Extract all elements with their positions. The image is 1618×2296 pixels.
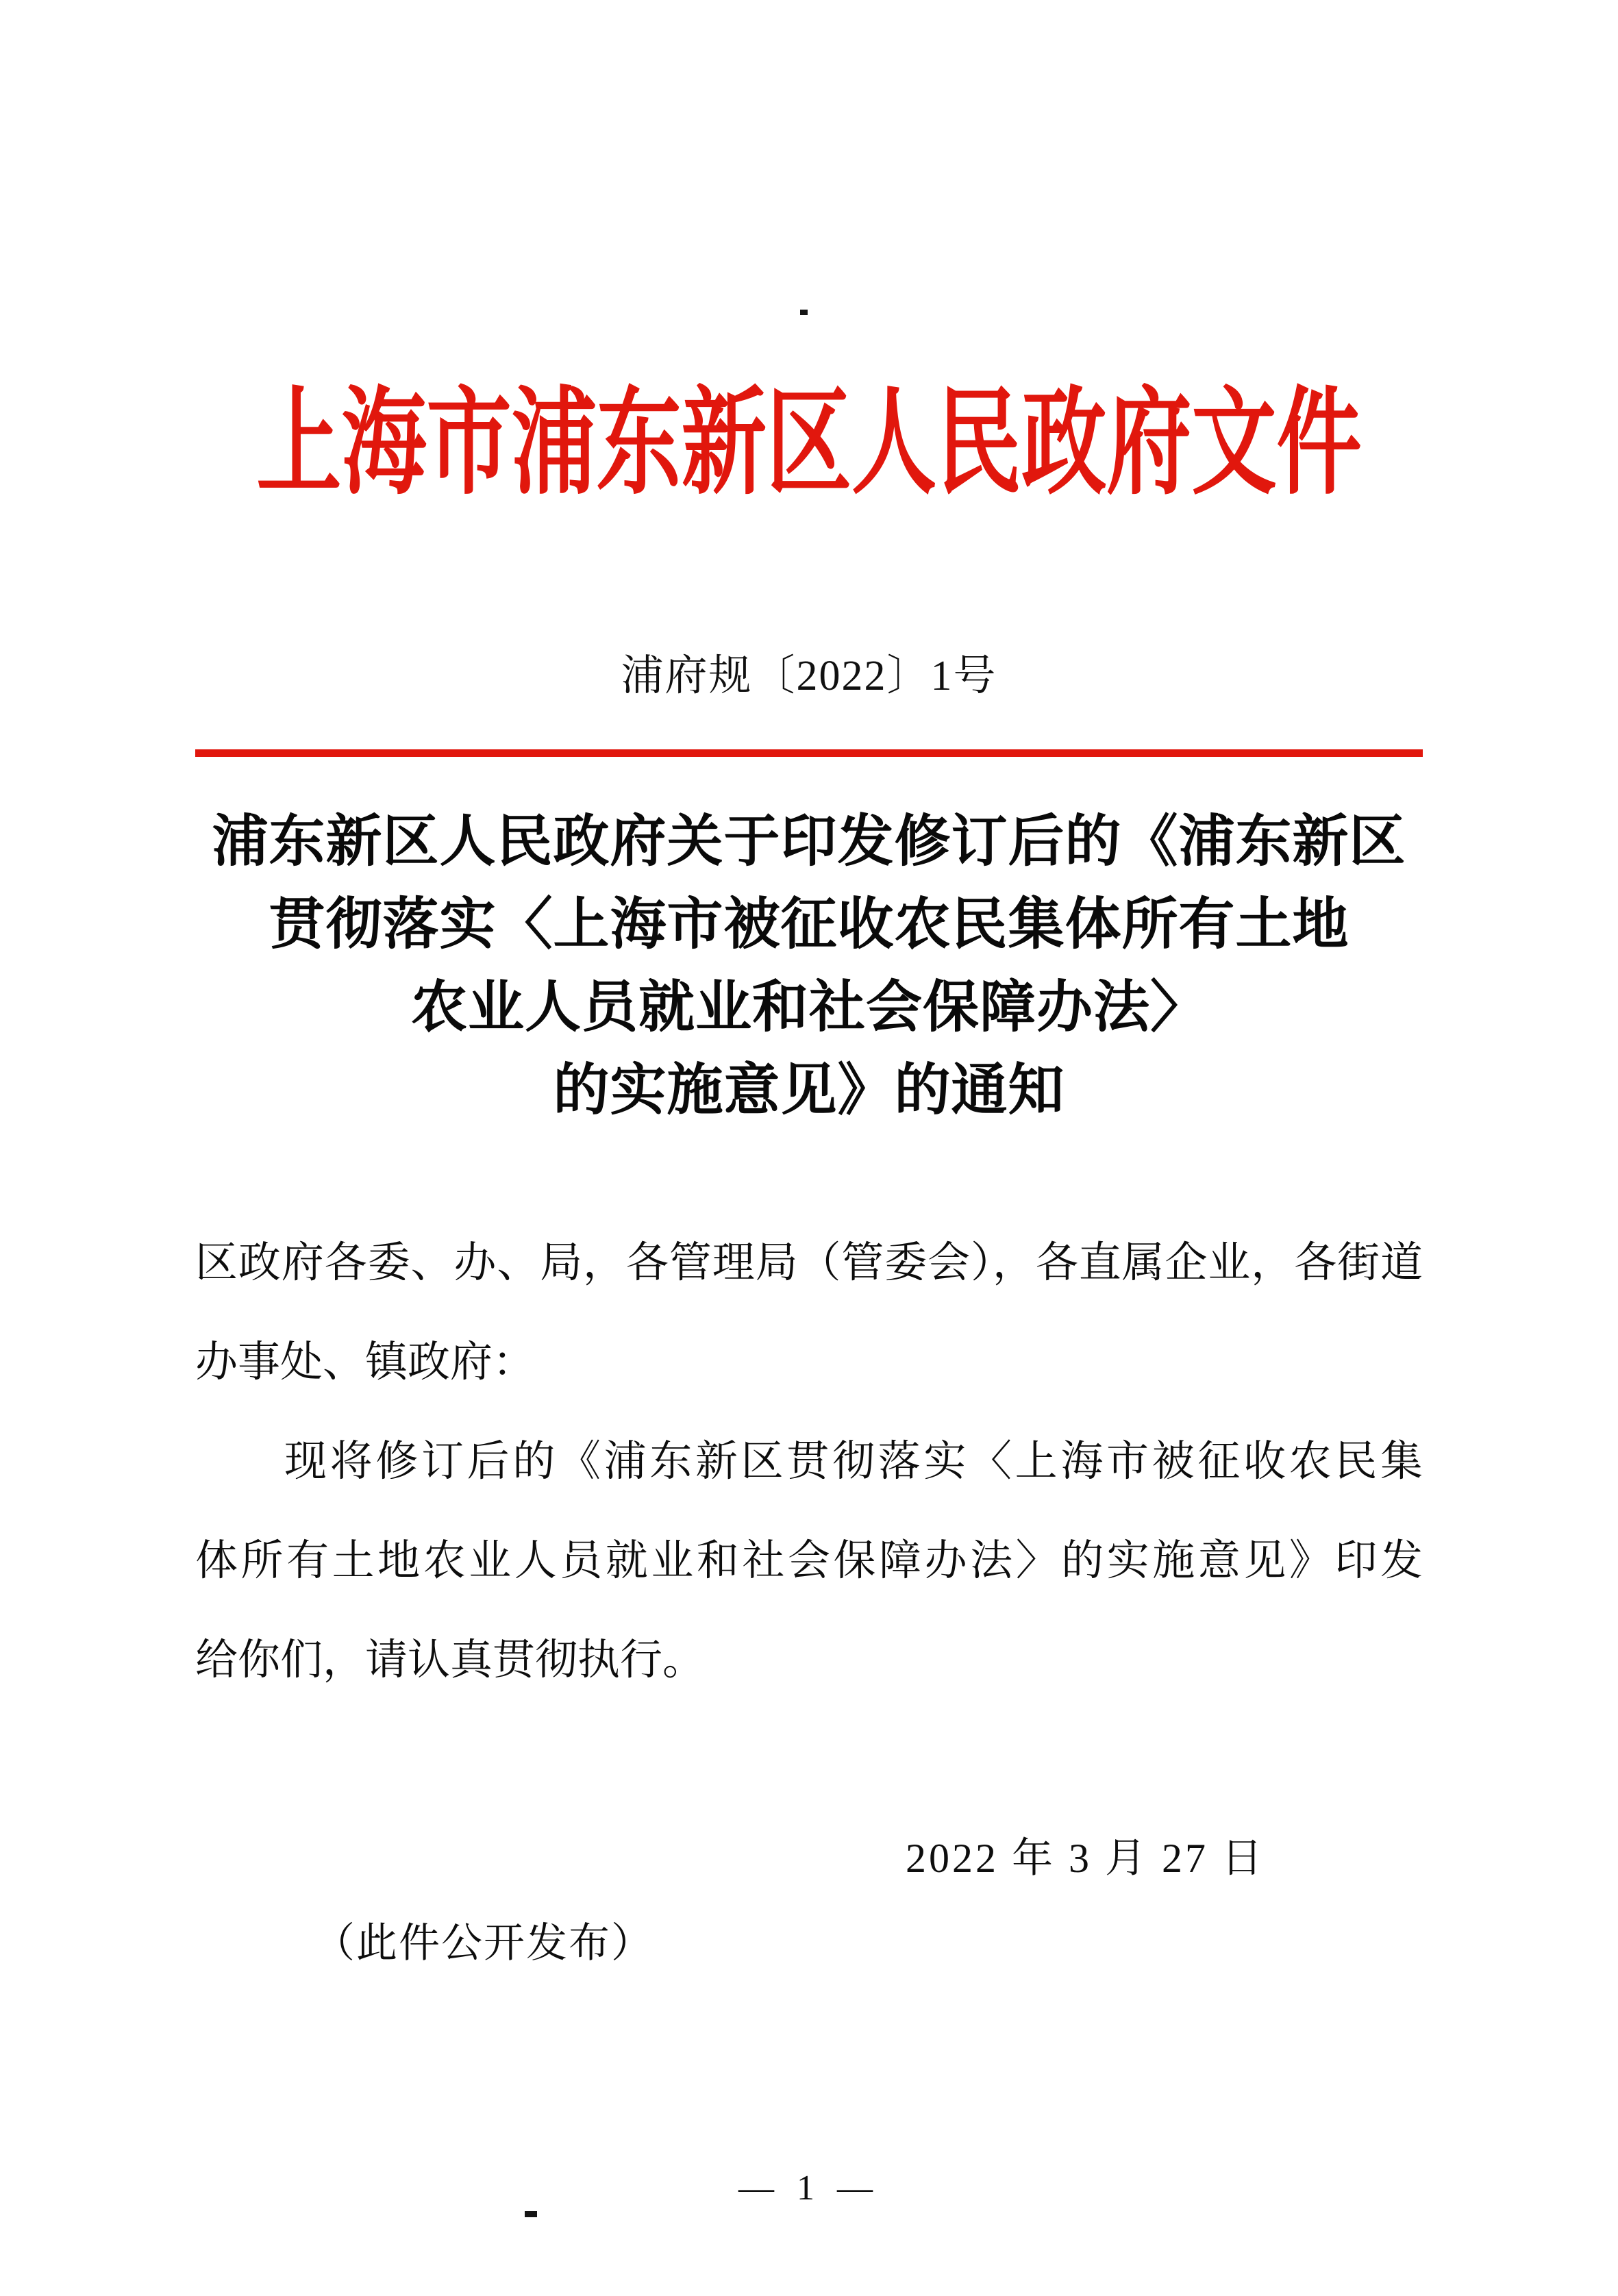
title-line-2: 贯彻落实〈上海市被征收农民集体所有土地 [269,893,1349,956]
salutation-line-2: 办事处、镇政府： [195,1339,536,1386]
paragraph-line-1: 现将修订后的《浦东新区贯彻落实〈上海市被征收农民集 [284,1438,1423,1485]
document-title [0,800,1618,1132]
public-release-note: （此件公开发布） [314,1921,654,1966]
issue-date: 2022 年 3 月 27 日 [906,1836,1265,1881]
title-line-1: 浦东新区人民政府关于印发修订后的《浦东新区 [212,810,1406,873]
paragraph-line-2: 体所有土地农业人员就业和社会保障办法〉的实施意见》印发 [195,1538,1423,1584]
red-divider-line [195,749,1423,757]
document-header [0,375,1618,512]
title-line-4: 的实施意见》的通知 [553,1059,1065,1121]
document-header-text: 上海市浦东新区人民政府文件 [256,379,1362,508]
scan-speck-top [800,310,808,315]
document-body [195,1214,1423,1710]
salutation-line-1: 区政府各委、办、局，各管理局（管委会），各直属企业，各街道 [195,1240,1423,1286]
title-line-3: 农业人员就业和社会保障办法〉 [410,976,1207,1038]
scan-speck-bottom [525,2211,537,2217]
paragraph-line-3: 给你们，请认真贯彻执行。 [195,1637,706,1684]
page-number: — 1 — [738,2169,880,2208]
doc-number: 浦府规〔2022〕1号 [621,653,997,699]
